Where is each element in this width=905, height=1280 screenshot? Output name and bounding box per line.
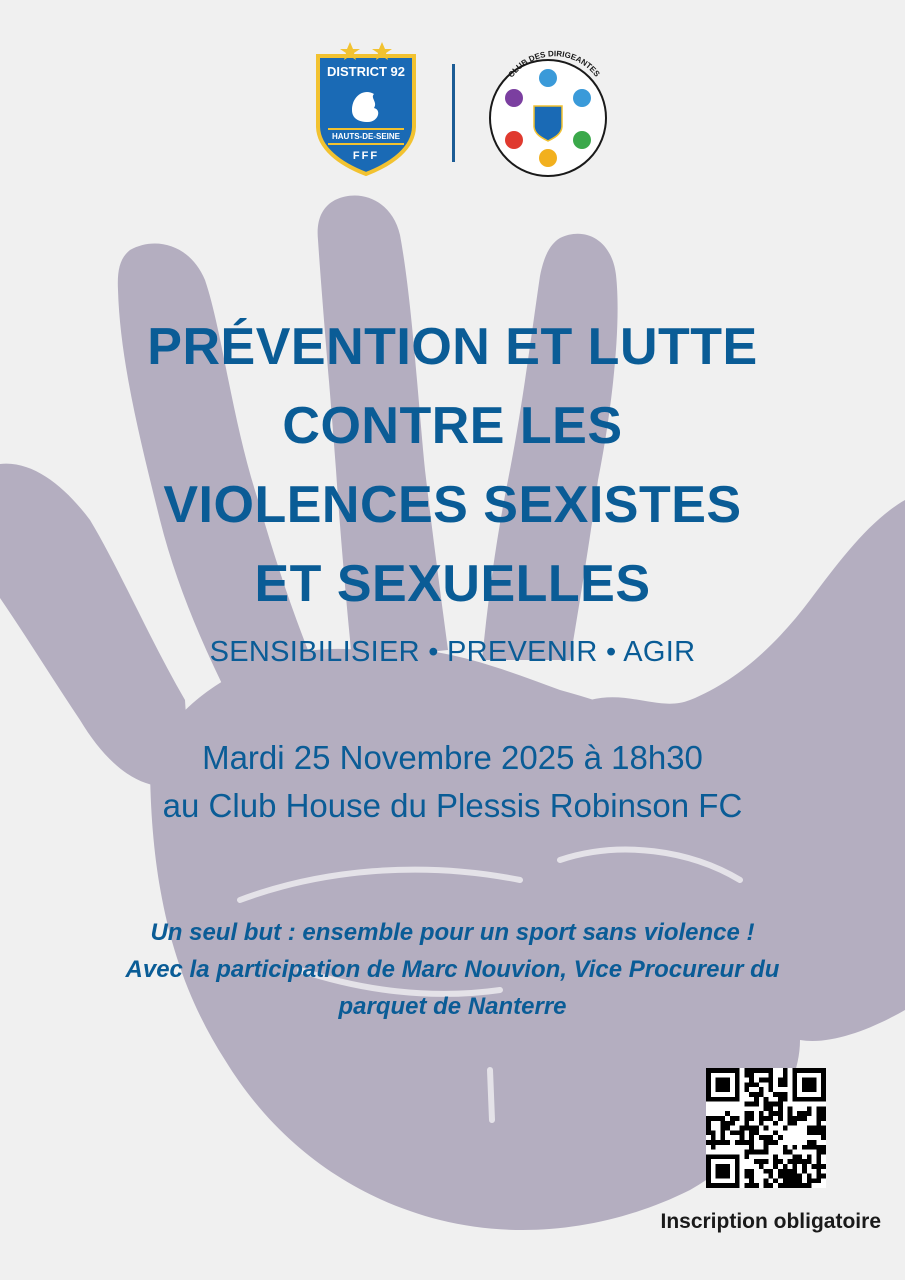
event-location: au Club House du Plessis Robinson FC [162,787,743,824]
headline-line-4: ET SEXUELLES [254,555,651,613]
event-message [0,914,905,1025]
headline [0,308,905,624]
district-92-logo [312,38,420,178]
club-des-dirigeantes-logo [482,48,614,180]
logo-divider [452,64,455,162]
svg-text:CLUB DES DIRIGEANTES: CLUB DES DIRIGEANTES [506,49,602,80]
message-line-1: Un seul but : ensemble pour un sport sans violence ! [150,919,755,946]
svg-text:HAUTS-DE-SEINE: HAUTS-DE-SEINE [331,132,401,141]
message-line-2: Avec la participation de Marc Nouvion, Vice Procureur du [125,956,780,983]
headline-line-2: CONTRE LES [282,397,623,455]
headline-line-3: VIOLENCES SEXISTES [163,476,742,534]
registration-label: Inscription obligatoire [660,1210,881,1233]
svg-text:FFF: FFF [352,150,380,162]
tagline: SENSIBILISIER • PREVENIR • AGIR [209,636,696,668]
event-details [0,734,905,830]
event-date: Mardi 25 Novembre 2025 à 18h30 [202,739,703,776]
headline-line-1: PRÉVENTION ET LUTTE [147,318,758,376]
message-line-3: parquet de Nanterre [338,993,567,1020]
svg-text:DISTRICT 92: DISTRICT 92 [326,64,406,79]
qr-code-icon[interactable] [706,1068,826,1188]
